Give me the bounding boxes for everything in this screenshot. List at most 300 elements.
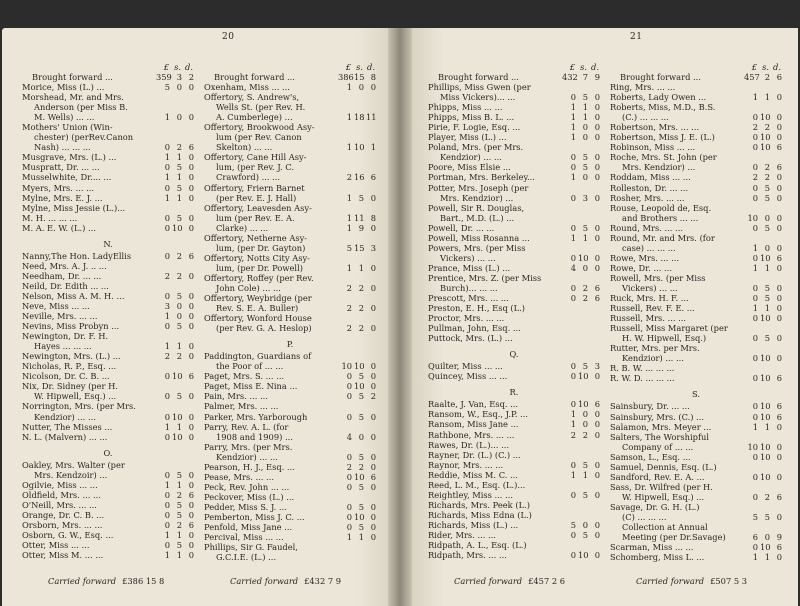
amount-shillings: 0 <box>582 172 588 183</box>
subscriber-row <box>204 462 376 472</box>
amount-shillings: 0 <box>764 242 770 253</box>
brought-forward-row <box>610 72 782 82</box>
amount-pounds: 0 <box>164 162 170 173</box>
amount-pence: 0 <box>370 532 376 543</box>
page-20 <box>2 28 388 606</box>
amount-pence: 6 <box>188 142 194 153</box>
amount-pounds: 0 <box>164 212 170 223</box>
amount-pounds: 10 <box>747 441 758 452</box>
amount-pence: 9 <box>594 72 600 82</box>
amount-pounds: 0 <box>346 481 352 492</box>
subscriber-name: O'Neill, Mrs. ... ... <box>22 499 97 510</box>
subscriber-name: Raalte, J. Van, Esq. ... <box>428 399 519 410</box>
section-letter: O. <box>103 447 113 458</box>
subscriber-row <box>204 112 376 122</box>
amount-pence: 0 <box>776 282 782 293</box>
amount-shillings: 10 <box>354 142 365 153</box>
amount-pence: 0 <box>188 172 194 183</box>
subscriber-row <box>204 253 376 263</box>
subscriber-row <box>22 102 194 112</box>
amount-shillings: 7 <box>582 72 588 82</box>
subscriber-row <box>22 251 194 261</box>
subscriber-name: Quilter, Miss ... ... <box>428 361 503 372</box>
subscriber-name: Penfold, Miss Jane ... <box>204 522 293 533</box>
subscriber-row <box>610 442 782 452</box>
subscriber-name: Parry, Mrs. (per Mrs. <box>204 441 293 452</box>
subscriber-row <box>204 233 376 243</box>
subscriber-row <box>22 391 194 401</box>
subscriber-row <box>22 550 194 560</box>
amount-shillings: 10 <box>760 451 771 462</box>
amount-pence: 0 <box>594 489 600 500</box>
amount-shillings: 5 <box>764 282 770 293</box>
subscriber-name: (C) ... ... ... <box>622 511 667 522</box>
subscriber-name: W. Hipwell, Esq.) ... <box>622 491 705 502</box>
subscriber-name: Oakley, Mrs. Walter (per <box>22 459 125 470</box>
subscriber-row <box>428 283 600 293</box>
subscriber-row <box>610 313 782 323</box>
subscriber-name: Mrs. Kendzoir) ... <box>34 469 108 480</box>
amount-pounds: 0 <box>164 250 170 261</box>
amount-pence: 0 <box>188 509 194 520</box>
amount-pounds: 0 <box>752 142 758 153</box>
subscriber-row <box>610 273 782 283</box>
subscriber-row <box>22 271 194 281</box>
amount-pounds: 386 <box>338 72 354 82</box>
amount-pounds: 1 <box>164 112 170 123</box>
subscriber-row <box>428 500 600 510</box>
subscriber-name: Rathbone, Mrs. ... ... <box>428 429 515 440</box>
subscriber-row <box>204 412 376 422</box>
subscriber-row <box>610 253 782 263</box>
amount-pounds: 0 <box>570 529 576 540</box>
subscriber-name: Proctor, Mrs. ... ... <box>428 313 505 324</box>
subscriber-name: Phipps, Miss B. L. ... <box>428 112 515 123</box>
subscriber-row <box>22 520 194 530</box>
subscriber-row <box>22 371 194 381</box>
subscriber-name: Round, Mr. and Mrs. (for <box>610 232 715 243</box>
subscriber-name: Neve, Miss ... ... <box>22 300 90 311</box>
subscriber-row <box>610 432 782 442</box>
subscriber-row <box>610 142 782 152</box>
amount-shillings: 5 <box>358 451 364 462</box>
subscriber-row <box>22 112 194 122</box>
amount-pounds: 4 <box>346 431 352 442</box>
subscriber-name: Ring, Mrs. ... ... <box>610 82 676 93</box>
subscriber-row <box>22 401 194 411</box>
subscriber-name: Kendzior) ... ... <box>622 353 684 364</box>
subscriber-row <box>204 203 376 213</box>
amount-pence: 0 <box>776 421 782 432</box>
subscriber-name: Mylne, Miss Jessie (L.)... <box>22 202 126 213</box>
subscriber-name: Offertory, Leavesden Asy- <box>204 202 312 213</box>
amount-pence: 6 <box>370 172 376 183</box>
section-letter: Q. <box>509 349 519 360</box>
amount-shillings: 1 <box>176 152 182 163</box>
subscriber-row <box>428 132 600 142</box>
subscriber-name: Paget, Miss E. Nina ... <box>204 381 298 392</box>
subscriber-name: Rosher, Mrs. ... ... <box>610 192 685 203</box>
amount-pounds: 0 <box>752 132 758 143</box>
subscriber-row <box>610 542 782 552</box>
amount-pounds: 0 <box>570 152 576 163</box>
subscriber-name: Salters, The Worshipful <box>610 431 710 442</box>
amount-shillings: 5 <box>358 481 364 492</box>
amount-pounds: 457 <box>744 72 760 82</box>
subscriber-name: (per Rev. E. J. Hall) <box>216 192 297 203</box>
amount-shillings: 1 <box>764 552 770 563</box>
amount-pence: 0 <box>370 522 376 533</box>
amount-shillings: 2 <box>582 282 588 293</box>
amount-pence: 0 <box>594 550 600 561</box>
subscriber-row <box>204 162 376 172</box>
amount-pounds: 1 <box>752 242 758 253</box>
subscriber-name: Russell, Rev. F. E. ... <box>610 303 695 314</box>
subscriber-row <box>610 122 782 132</box>
subscriber-name: Pearson, H. J., Esq. ... <box>204 461 295 472</box>
subscriber-name: Russell, Mrs. ... ... <box>610 313 687 324</box>
subscriber-row <box>204 142 376 152</box>
subscriber-row <box>428 243 600 253</box>
subscriber-row <box>610 203 782 213</box>
subscriber-row <box>204 122 376 132</box>
amount-pounds: 1 <box>570 172 576 183</box>
amount-pence: 0 <box>188 212 194 223</box>
subscriber-name: Kendzior) ... ... <box>34 411 96 422</box>
subscriber-name: Quincey, Miss ... ... <box>428 371 508 382</box>
subscriber-name: Paget, Mrs. S. ... ... <box>204 371 285 382</box>
amount-pounds: 1 <box>164 311 170 322</box>
subscriber-name: Need, Mrs. A. J. .. ... <box>22 260 107 271</box>
subscriber-row <box>610 172 782 182</box>
subscriber-name: Rowe, Dr. ... ... <box>610 262 672 273</box>
subscriber-name: Morice, Miss (L.) ... <box>22 82 105 93</box>
subscriber-row <box>22 432 194 442</box>
subscriber-row <box>22 92 194 102</box>
amount-pounds: 0 <box>346 451 352 462</box>
subscriber-row <box>204 213 376 223</box>
subscriber-name: Prance, Miss (L.) ... <box>428 262 511 273</box>
subscriber-name: Offertory, Notts City Asy- <box>204 252 310 263</box>
amount-pence: 0 <box>776 451 782 462</box>
subscriber-row <box>610 343 782 353</box>
subscriber-name: Offertory, Wonford House <box>204 313 312 324</box>
subscriber-row <box>204 223 376 233</box>
subscriber-row <box>22 361 194 371</box>
amount-shillings: 5 <box>764 192 770 203</box>
subscriber-name: Vickers) ... ... <box>622 282 678 293</box>
amount-pounds: 0 <box>752 112 758 123</box>
subscriber-row <box>204 422 376 432</box>
subscriber-name: Skelton) ... ... <box>216 142 273 153</box>
amount-pence: 0 <box>370 361 376 372</box>
amount-shillings: 18 <box>354 112 365 123</box>
amount-pounds: 1 <box>164 192 170 203</box>
subscriber-name: Phipps, Miss ... ... <box>428 102 503 113</box>
amount-shillings: 5 <box>358 391 364 402</box>
amount-pence: 0 <box>370 511 376 522</box>
amount-pence: 6 <box>776 252 782 263</box>
subscriber-name: Roche, Mrs. St. John (per <box>610 152 717 163</box>
subscriber-name: Portman, Mrs. Berkeley... <box>428 172 535 183</box>
amount-pounds: 1 <box>164 341 170 352</box>
subscriber-name: Otter, Miss ... ... <box>22 540 90 551</box>
subscriber-row <box>204 542 376 552</box>
amount-pounds: 1 <box>570 122 576 133</box>
amount-shillings: 15 <box>354 72 365 82</box>
subscriber-name: Otter, Miss M. ... ... <box>22 550 104 561</box>
subscriber-name: M. A. E. W. (L.) ... <box>22 222 96 233</box>
money-header-pence: d. <box>367 62 375 72</box>
amount-shillings: 2 <box>764 491 770 502</box>
subscriber-row <box>428 102 600 112</box>
amount-shillings: 1 <box>764 92 770 103</box>
amount-pounds: 1 <box>346 532 352 543</box>
subscriber-name: Samson, L., Esq. ... <box>610 451 691 462</box>
amount-shillings: 10 <box>354 381 365 392</box>
amount-pence: 0 <box>776 471 782 482</box>
amount-pence: 6 <box>776 142 782 153</box>
subscriber-row <box>428 303 600 313</box>
amount-shillings: 1 <box>582 469 588 480</box>
subscriber-row <box>428 92 600 102</box>
subscriber-name: Parry, Rev. A. L. (for <box>204 421 289 432</box>
subscriber-name: Offertory, Netherne Asy- <box>204 232 308 243</box>
amount-pence: 0 <box>188 469 194 480</box>
subscriber-name: chester) (perRev.Canon <box>34 132 134 143</box>
subscriber-row <box>22 142 194 152</box>
subscriber-row <box>22 172 194 182</box>
amount-pounds: 2 <box>570 429 576 440</box>
subscriber-row <box>428 520 600 530</box>
subscriber-row <box>204 522 376 532</box>
amount-pence: 0 <box>594 371 600 382</box>
book-gutter <box>388 28 412 606</box>
subscriber-row <box>428 480 600 490</box>
subscriber-row <box>22 311 194 321</box>
subscriber-name: R. B. W. ... ... ... <box>610 363 675 374</box>
amount-shillings: 10 <box>578 371 589 382</box>
amount-pence: 0 <box>594 132 600 143</box>
amount-pence: 0 <box>776 552 782 563</box>
amount-pounds: 0 <box>752 282 758 293</box>
subscriber-row <box>428 273 600 283</box>
amount-shillings: 10 <box>760 252 771 263</box>
amount-shillings: 1 <box>176 479 182 490</box>
page-number: 21 <box>630 32 643 42</box>
amount-pounds: 0 <box>164 469 170 480</box>
subscriber-row <box>204 452 376 462</box>
amount-pounds: 2 <box>164 351 170 362</box>
amount-pence: 0 <box>776 92 782 103</box>
amount-shillings: 1 <box>176 421 182 432</box>
amount-pounds: 0 <box>752 451 758 462</box>
amount-pence: 0 <box>370 451 376 462</box>
amount-shillings: 2 <box>582 429 588 440</box>
amount-shillings: 2 <box>176 351 182 362</box>
amount-shillings: 2 <box>358 303 364 314</box>
subscriber-row <box>610 333 782 343</box>
amount-pence: 0 <box>188 411 194 422</box>
amount-pounds: 0 <box>752 162 758 173</box>
amount-pence: 0 <box>370 501 376 512</box>
amount-pence: 0 <box>594 469 600 480</box>
amount-pence: 6 <box>776 401 782 412</box>
amount-pence: 6 <box>776 542 782 553</box>
subscriber-name: Samuel, Dennis, Esq. (L.) <box>610 461 717 472</box>
subscriber-row <box>22 422 194 432</box>
subscriber-name: (C.) ... ... ... <box>622 112 669 123</box>
subscriber-row <box>610 132 782 142</box>
amount-pounds: 0 <box>164 540 170 551</box>
amount-pounds: 2 <box>346 323 352 334</box>
amount-pounds: 0 <box>752 313 758 324</box>
amount-pence: 0 <box>370 461 376 472</box>
subscriber-row <box>428 162 600 172</box>
amount-pence: 6 <box>776 373 782 384</box>
amount-pence: 0 <box>370 323 376 334</box>
subscriber-name: Richards, Mrs. Peek (L.) <box>428 499 530 510</box>
amount-shillings: 1 <box>176 192 182 203</box>
subscriber-row <box>428 213 600 223</box>
subscriber-row <box>610 373 782 383</box>
amount-pence: 0 <box>594 222 600 233</box>
amount-shillings: 1 <box>176 550 182 561</box>
amount-shillings: 0 <box>582 519 588 530</box>
subscriber-row <box>22 490 194 500</box>
amount-pounds: 1 <box>570 132 576 143</box>
subscriber-row <box>610 452 782 462</box>
subscriber-row <box>610 422 782 432</box>
amount-pounds: 0 <box>164 391 170 402</box>
subscriber-name: Nevins, Miss Probyn ... <box>22 321 120 332</box>
subscriber-row <box>610 532 782 542</box>
amount-shillings: 11 <box>354 212 365 223</box>
amount-pence: 0 <box>188 351 194 362</box>
subscriber-name: Ruck, Mrs. H. F. ... <box>610 293 689 304</box>
subscriber-row <box>428 112 600 122</box>
amount-pence: 9 <box>776 532 782 543</box>
subscriber-name: Potter, Mrs. Joseph (per <box>428 182 529 193</box>
amount-pounds: 2 <box>346 282 352 293</box>
amount-shillings: 1 <box>582 112 588 123</box>
money-header-shillings: s. <box>356 62 363 72</box>
subscriber-row <box>428 470 600 480</box>
amount-shillings: 5 <box>764 333 770 344</box>
subscriber-row <box>22 132 194 142</box>
amount-shillings: 5 <box>176 182 182 193</box>
subscriber-row <box>22 381 194 391</box>
amount-pence: 0 <box>188 311 194 322</box>
subscriber-name: Mrs. Kendzior) ... <box>622 162 696 173</box>
amount-shillings: 2 <box>358 323 364 334</box>
subscriber-row <box>22 162 194 172</box>
amount-pounds: 0 <box>570 361 576 372</box>
amount-shillings: 2 <box>764 72 770 82</box>
amount-pence: 0 <box>188 321 194 332</box>
amount-pence: 0 <box>188 341 194 352</box>
amount-pence: 0 <box>594 459 600 470</box>
amount-pounds: 1 <box>346 112 352 123</box>
subscriber-row <box>428 371 600 381</box>
subscriber-name: Peckover, Miss (L.) ... <box>204 491 295 502</box>
subscriber-row <box>428 152 600 162</box>
subscriber-row <box>428 203 600 213</box>
amount-pence: 0 <box>370 82 376 93</box>
subscriber-name: Vickers) ... ... <box>440 252 496 263</box>
subscriber-row <box>22 281 194 291</box>
amount-shillings: 5 <box>358 501 364 512</box>
subscriber-row <box>204 361 376 371</box>
amount-shillings: 2 <box>358 282 364 293</box>
subscriber-row <box>22 82 194 92</box>
subscriber-row <box>22 152 194 162</box>
amount-shillings: 1 <box>582 102 588 113</box>
subscriber-name: Roddam, Miss ... ... <box>610 172 691 183</box>
amount-shillings: 5 <box>358 192 364 203</box>
amount-pence: 0 <box>594 102 600 113</box>
subscriber-name: Pease, Mrs. ... ... <box>204 471 274 482</box>
subscriber-name: Burch)... ... ... <box>440 282 498 293</box>
money-column-header <box>204 62 376 72</box>
subscriber-row <box>610 512 782 522</box>
subscriber-row <box>428 409 600 419</box>
amount-pounds: 0 <box>570 282 576 293</box>
amount-pounds: 2 <box>164 270 170 281</box>
amount-shillings: 9 <box>358 222 364 233</box>
subscriber-name: Oldfield, Mrs. ... ... <box>22 489 101 500</box>
subscriber-row <box>610 412 782 422</box>
amount-pence: 0 <box>776 333 782 344</box>
subscriber-name: Brought forward ... <box>620 72 701 82</box>
subscriber-row <box>610 502 782 512</box>
amount-pounds: 0 <box>570 192 576 203</box>
amount-shillings: 2 <box>764 162 770 173</box>
subscriber-row <box>428 122 600 132</box>
amount-pounds: 0 <box>570 489 576 500</box>
amount-pence: 0 <box>594 409 600 420</box>
amount-pounds: 0 <box>570 92 576 103</box>
subscriber-row <box>610 112 782 122</box>
amount-shillings: 0 <box>582 122 588 133</box>
amount-shillings: 10 <box>760 142 771 153</box>
subscriber-name: Miss Vickers)... ... <box>440 92 516 103</box>
subscriber-name: Parker, Mrs. Yarborough <box>204 411 308 422</box>
amount-pence: 0 <box>594 262 600 273</box>
amount-shillings: 1 <box>764 262 770 273</box>
subscriber-name: Company of ... ... <box>622 441 694 452</box>
subscriber-row <box>22 540 194 550</box>
subscriber-row <box>22 500 194 510</box>
amount-pounds: 1 <box>752 303 758 314</box>
subscriber-row <box>428 399 600 409</box>
amount-shillings: 5 <box>582 222 588 233</box>
subscriber-name: Anderson (per Miss B. <box>34 102 128 113</box>
subscriber-row <box>610 233 782 243</box>
amount-pence: 6 <box>594 282 600 293</box>
column-1 <box>22 62 194 560</box>
amount-pence: 6 <box>776 72 782 82</box>
subscriber-row <box>22 261 194 271</box>
subscriber-name: Peck, Rev. John ... ... <box>204 481 290 492</box>
amount-pounds: 2 <box>346 172 352 183</box>
amount-shillings: 5 <box>358 411 364 422</box>
subscriber-name: G.C.I.E. (L.) ... <box>216 552 277 563</box>
amount-pence: 0 <box>594 162 600 173</box>
amount-shillings: 0 <box>764 212 770 223</box>
amount-pounds: 0 <box>570 293 576 304</box>
amount-pounds: 5 <box>570 519 576 530</box>
